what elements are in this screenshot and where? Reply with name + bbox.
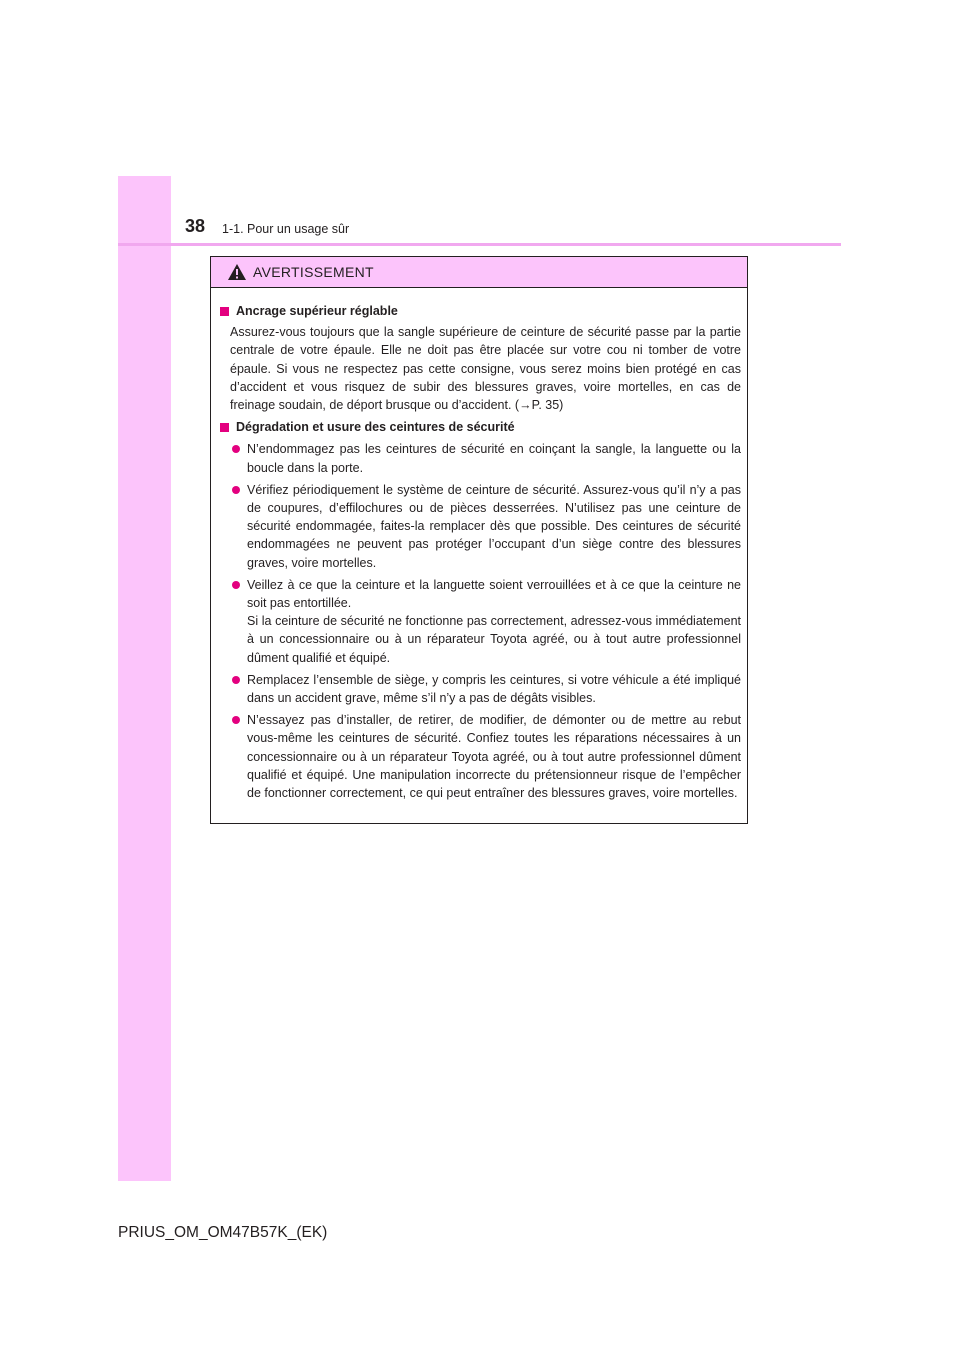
warning-box [210,256,748,824]
round-bullet-icon [232,676,240,684]
chapter-side-bar [118,176,171,1181]
header-rule [118,243,841,246]
round-bullet-icon [232,486,240,494]
list-item: N’endommagez pas les ceintures de sécurité en coinçant la sangle, la languette ou la boucle dans la porte. [220,440,741,476]
section-heading: Dégradation et usure des ceintures de sécurité [220,418,741,436]
warning-label: AVERTISSEMENT [253,264,374,280]
warning-triangle-icon [227,263,247,281]
list-item: Remplacez l’ensemble de siège, y compris les ceintures, si votre véhicule a été impliqué dans un accident grave, même s’il n’y a pas de dégâts visibles. [220,671,741,707]
section-paragraph: Assurez-vous toujours que la sangle supérieure de ceinture de sécurité passe par la partie centrale de votre épaule. Elle ne doit pas être placée sur votre cou ni tomber de votre épaule. Si vous ne respectez pas cette consigne, vous serez moins bien protégé en cas d’accident et vous risquez de subir des blessures graves, voire mortelles, en cas de freinage soudain, de déport brusque ou d’accident. (→P. 35) [230,325,741,413]
square-bullet-icon [220,307,229,316]
section-title: 1-1. Pour un usage sûr [222,222,350,236]
round-bullet-icon [232,581,240,589]
manual-code: PRIUS_OM_OM47B57K_(EK) [118,1224,328,1241]
round-bullet-icon [232,716,240,724]
list-item: N’essayez pas d’installer, de retirer, de modifier, de démonter ou de mettre au rebut vous-même les ceintures de sécurité. Confiez toutes les réparations nécessaires à un concessionnaire ou à un réparateur Toyota agréé, ou à tout autre professionnel dûment qualifié et équipé. Une manipulation incorrecte du prétensionneur risque de l’empêcher de fonctionner correctement, ce qui peut entraîner des blessures graves, voire mortelles. [220,711,741,802]
warning-header [211,257,747,288]
list-item: Veillez à ce que la ceinture et la languette soient verrouillées et à ce que la ceinture ne soit pas entortillée. Si la ceinture de sécurité ne fonctionne pas correctement, adressez-vous immédiatement à un concessionnaire ou à un réparateur Toyota agréé, ou à tout autre professionnel dûment qualifié et équipé. [220,576,741,667]
square-bullet-icon [220,423,229,432]
page-number: 38 [185,216,206,236]
list-item: Vérifiez périodiquement le système de ceinture de sécurité. Assurez-vous qu’il n’y a pas de coupures, d’effilochures ou de pièces desserrées. N’utilisez pas une ceinture de sécurité endommagée, faites-la remplacer dès que possible. Des ceintures de sécurité endommagées ne peuvent pas protéger l’occupant d’un siège contre des blessures graves, voire mortelles. [220,481,741,572]
round-bullet-icon [232,445,240,453]
warning-body [211,288,747,802]
section-heading: Ancrage supérieur réglable [220,302,741,320]
